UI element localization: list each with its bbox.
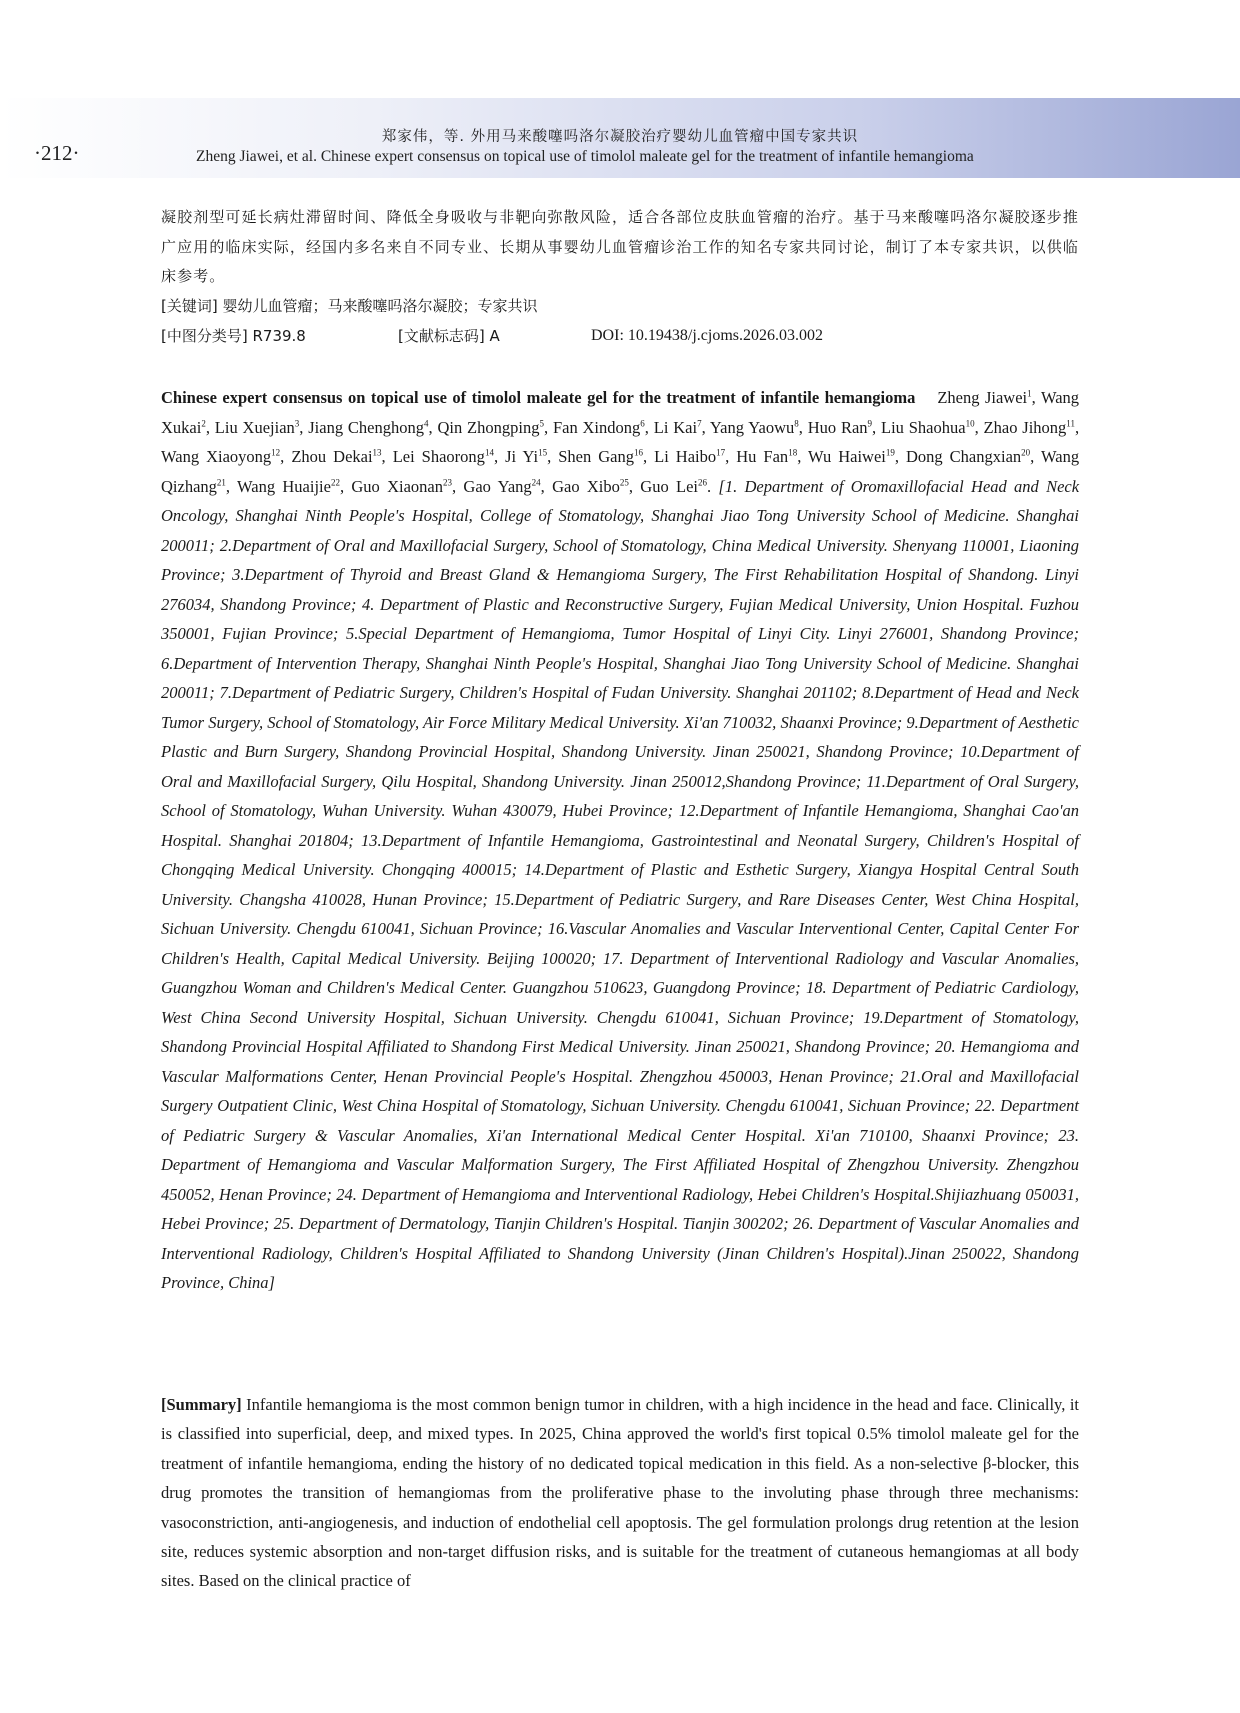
author-name: Li Haibo: [654, 447, 717, 466]
author-affiliation-mark: 23: [443, 477, 452, 487]
affiliations: [1. Department of Oromaxillofacial Head and Neck Oncology, Shanghai Ninth People's Hospital, College of Stomatology, Shanghai Jiao Tong University School of Medicine. Shanghai 200011; 2.Department of Oral and Maxillofacial Surgery, School of Stomatology, China Medical University. Shenyang 110001, Liaoning Province; 3.Department of Thyroid and Breast Gland & Hemangioma Surgery, The First Rehabilitation Hospital of Shandong. Linyi 276034, Shandong Province; 4. Department of Plastic and Reconstructive Surgery, Fujian Medical University, Union Hospital. Fuzhou 350001, Fujian Province; 5.Special Department of Hemangioma, Tumor Hospital of Linyi City. Linyi 276001, Shandong Province; 6.Department of Intervention Therapy, Shanghai Ninth People's Hospital, Shanghai Jiao Tong University School of Medicine. Shanghai 200011; 7.Department of Pediatric Surgery, Children's Hospital of Fudan University. Shanghai 201102; 8.Department of Head and Neck Tumor Surgery, School of Stomatology, Air Force Military Medical University. Xi'an 710032, Shaanxi Province; 9.Department of Aesthetic Plastic and Burn Surgery, Shandong Provincial Hospital, Shandong University. Jinan 250021, Shandong Province; 10.Department of Oral and Maxillofacial Surgery, Qilu Hospital, Shandong University. Jinan 250012,Shandong Province; 11.Department of Oral Surgery, School of Stomatology, Wuhan University. Wuhan 430079, Hubei Province; 12.Department of Infantile Hemangioma, Shanghai Cao'an Hospital. Shanghai 201804; 13.Department of Infantile Hemangioma, Gastrointestinal and Neonatal Surgery, Children's Hospital of Chongqing Medical University. Chongqing 400015; 14.Department of Plastic and Esthetic Surgery, Xiangya Hospital Central South University. Changsha 410028, Hunan Province; 15.Department of Pediatric Surgery, and Rare Diseases Center, West China Hospital, Sichuan University. Chengdu 610041, Sichuan Province; 16.Vascular Anomalies and Vascular Interventional Center, Capital Center For Children's Health, Capital Medical University. Beijing 100020; 17. Department of Interventional Radiology and Vascular Anomalies, Guangzhou Woman and Children's Medical Center. Guangzhou 510623, Guangdong Province; 18. Department of Pediatric Cardiology, West China Second University Hospital, Sichuan University. Chengdu 610041, Sichuan Province; 19.Department of Stomatology, Shandong Provincial Hospital Affiliated to Shandong First Medical University. Jinan 250021, Shandong Province; 20. Hemangioma and Vascular Malformations Center, Henan Provincial People's Hospital. Zhengzhou 450003, Henan Province; 21.Oral and Maxillofacial Surgery Outpatient Clinic, West China Hospital of Stomatology, Sichuan University. Chengdu 610041, Sichuan Province; 22. Department of Pediatric Surgery & Vascular Anomalies, Xi'an International Medical Center Hospital. Xi'an 710100, Shaanxi Province; 23. Department of Hemangioma and Vascular Malformation Surgery, The First Affiliated Hospital of Zhengzhou University. Zhengzhou 450052, Henan Province; 24. Department of Hemangioma and Interventional Radiology, Hebei Children's Hospital.Shijiazhuang 050031, Hebei Province; 25. Department of Dermatology, Tianjin Children's Hospital. Tianjin 300202; 26. Department of Vascular Anomalies and Interventional Radiology, Children's Hospital Affiliated to Shandong University (Jinan Children's Hospital).Jinan 250022, Shandong Province, China]: [161, 476, 1080, 1292]
author-affiliation-mark: 19: [885, 447, 895, 458]
author-name: Guo Lei: [640, 476, 698, 496]
author-affiliation-mark: 26: [697, 477, 707, 487]
abstract-cn-section: [161, 203, 1079, 351]
author-affiliation-mark: 22: [330, 477, 340, 487]
author-name: Qin Zhongping: [437, 417, 540, 437]
english-title: Chinese expert consensus on topical use of timolol maleate gel for the treatment of infantile hemangioma: [161, 388, 916, 407]
summary-section: [161, 1390, 1079, 1596]
author-name: Liu Shaohua: [881, 417, 966, 437]
author-name: Wang Huaijie: [237, 476, 331, 496]
author-affiliation-mark: 25: [619, 477, 629, 487]
author-affiliation-mark: 15: [538, 447, 548, 458]
author-name: Wang Xukai: [161, 388, 1080, 437]
author-name: Shen Gang: [558, 447, 634, 466]
author-name: Wang Qizhang: [161, 447, 1080, 496]
author-name: Lei Shaorong: [392, 447, 485, 466]
doi: DOI: 10.19438/j.cjoms.2026.03.002: [591, 327, 823, 344]
author-list: Zheng Jiawei$^1$, Wang Xukai$^2$, Liu Xuejian$^3$, Jiang Chenghong$^4$, Qin Zhongping$^5$, Fan Xindong$^6$, Li Kai$^7$, Yang Yaowu$^8$, Huo Ran$^9$, Liu Shaohua$^{10}$, Zhao Jihong$^{11}$, Wang Xiaoyong$^{12}$, Zhou Dekai$^{13}$, Lei Shaorong$^{14}$, Ji Yi$^{15}$, Shen Gang$^{16}$, Li Haibo$^{17}$, Hu Fan$^{18}$, Wu Haiwei$^{19}$, Dong Changxian$^{20}$, Wang Qizhang$^{21}$, Wang Huaijie$^{22}$, Guo Xiaonan$^{23}$, Gao Yang$^{24}$, Gao Xibo$^{25}$, Guo Lei$^{26}$.: [161, 388, 1080, 496]
author-name: Zheng Jiawei: [937, 388, 1028, 407]
author-name: Zhao Jihong: [983, 417, 1067, 437]
author-affiliation-mark: 8: [794, 418, 799, 428]
author-name: Gao Yang: [463, 476, 532, 496]
author-name: Fan Xindong: [552, 417, 641, 437]
running-title-en: Zheng Jiawei, et al. Chinese expert consensus on topical use of timolol maleate gel for the treatment of infantile hemangioma: [196, 148, 974, 165]
author-affiliation-mark: 11: [1066, 418, 1075, 428]
author-affiliation-mark: 3: [294, 418, 300, 428]
english-title-block: [161, 383, 1079, 1298]
author-name: Guo Xiaonan: [351, 476, 443, 496]
keywords-cn: [关键词] 婴幼儿血管瘤；马来酸噻吗洛尔凝胶；专家共识: [161, 296, 538, 315]
author-name: Dong Changxian: [906, 447, 1022, 466]
author-affiliation-mark: 24: [531, 477, 541, 487]
author-name: Huo Ran: [807, 417, 868, 437]
author-name: Ji Yi: [505, 447, 539, 466]
author-affiliation-mark: 12: [271, 447, 281, 458]
author-name: Jiang Chenghong: [308, 417, 424, 437]
author-affiliation-mark: 4: [424, 418, 429, 428]
author-affiliation-mark: 6: [640, 418, 645, 428]
author-affiliation-mark: 14: [484, 447, 494, 458]
author-affiliation-mark: 17: [716, 447, 726, 458]
author-name: Yang Yaowu: [709, 417, 795, 437]
author-affiliation-mark: 1: [1027, 388, 1032, 399]
running-title-cn: 郑家伟，等. 外用马来酸噻吗洛尔凝胶治疗婴幼儿血管瘤中国专家共识: [381, 129, 859, 145]
author-affiliation-mark: 18: [788, 447, 798, 458]
summary-text: Infantile hemangioma is the most common benign tumor in children, with a high incidence in the head and face. Clinically, it is classified into superficial, deep, and mixed types. In 2025, China approved the world's first topical 0.5% timolol maleate gel for the treatment of infantile hemangioma, ending the history of no dedicated topical medication in this field. As a non-selective β-blocker, this drug promotes the transition of hemangiomas from the proliferative phase to the involuting phase through three mechanisms: vasoconstriction, anti-angiogenesis, and induction of endothelial cell apoptosis. The gel formulation prolongs drug retention at the lesion site, reduces systemic absorption and non-target diffusion risks, and is suitable for the treatment of cutaneous hemangiomas at all body sites. Based on the clinical practice of: [161, 1395, 1079, 1591]
clc-number: [中图分类号] R739.8: [161, 327, 306, 345]
author-affiliation-mark: 5: [539, 418, 544, 428]
abstract-cn-continuation: 凝胶剂型可延长病灶滞留时间、降低全身吸收与非靶向弥散风险，适合各部位皮肤血管瘤的治疗。基于马来酸噻吗洛尔凝胶逐步推广应用的临床实际，经国内多名来自不同专业、长期从事婴幼儿血管瘤诊治工作的知名专家共同讨论，制订了本专家共识，以供临床参考。: [161, 208, 1079, 285]
author-name: Zhou Dekai: [291, 447, 373, 466]
author-affiliation-mark: 13: [372, 447, 382, 458]
author-name: Liu Xuejian: [214, 417, 295, 437]
author-affiliation-mark: 21: [216, 477, 226, 487]
author-name: Gao Xibo: [552, 476, 620, 496]
author-affiliation-mark: 16: [633, 447, 643, 458]
author-name: Li Kai: [653, 417, 698, 437]
page-number: ·212·: [34, 141, 80, 165]
author-name: Hu Fan: [736, 447, 789, 466]
classification-row: [161, 321, 1079, 351]
author-affiliation-mark: 7: [697, 418, 702, 428]
author-affiliation-mark: 10: [965, 418, 975, 428]
author-affiliation-mark: 2: [201, 418, 206, 428]
author-name: Wang Xiaoyong: [161, 447, 272, 466]
author-affiliation-mark: 20: [1021, 447, 1031, 458]
summary-label: [Summary]: [161, 1395, 242, 1414]
author-affiliation-mark: 9: [867, 418, 873, 428]
document-code: [文献标志码] A: [398, 327, 500, 345]
author-name: Wu Haiwei: [808, 447, 886, 466]
